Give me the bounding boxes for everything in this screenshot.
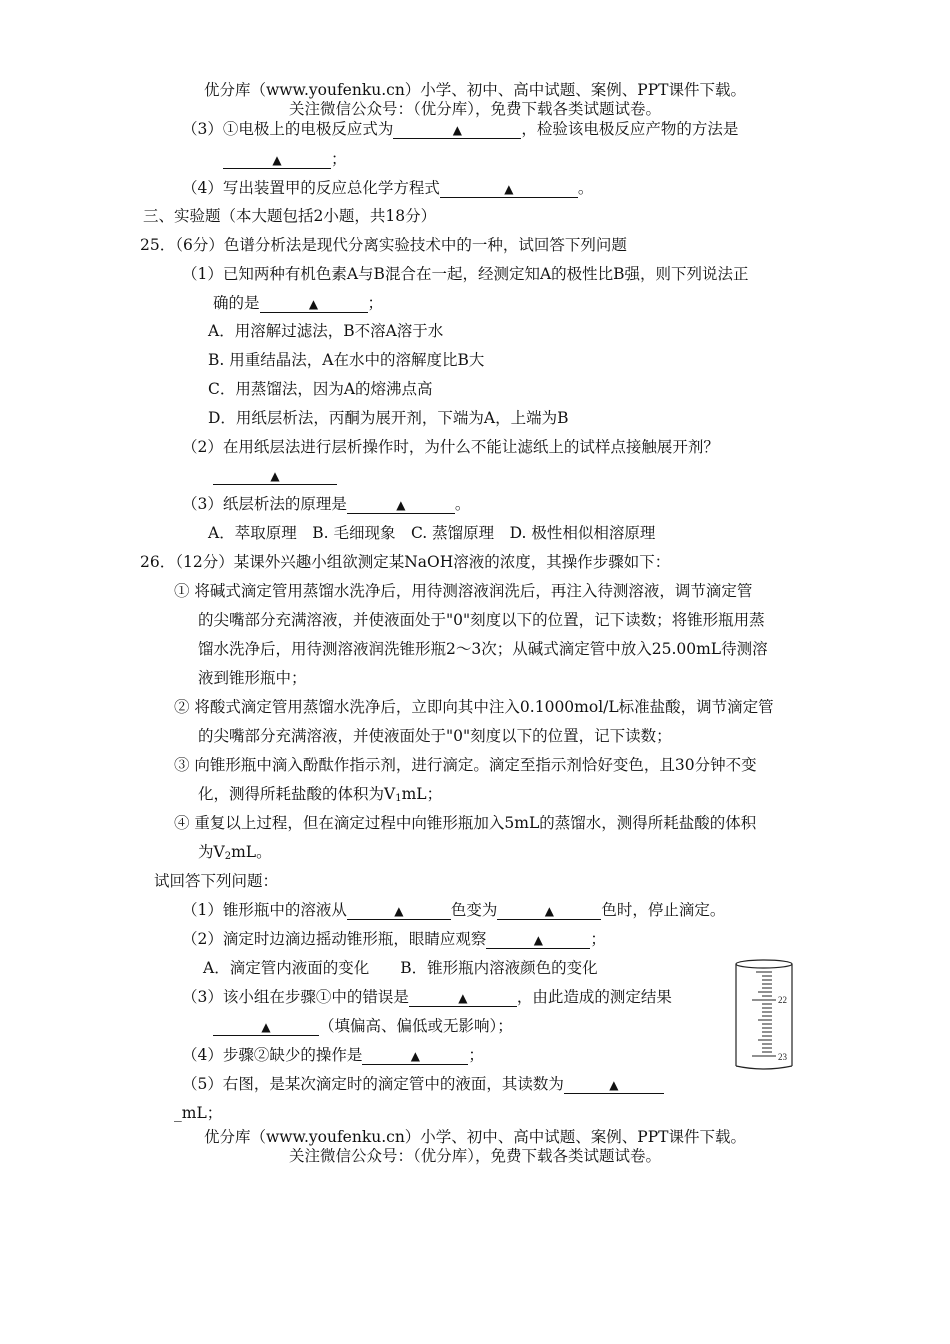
q25-p1: （1）已知两种有机色素A与B混合在一起，经测定知A的极性比B强，则下列说法正 (182, 265, 749, 283)
triangle-icon: ▲ (544, 904, 554, 918)
option-d: D．用纸层析法，丙酮为展开剂，下端为A，上端为B (208, 409, 569, 427)
q25-p1-blank-line: 确的是 ▲ ； (213, 294, 384, 312)
header-line-2: 关注微信公众号：（优分库），免费下载各类试题试卷。 (288, 100, 661, 118)
burette-meniscus-top (736, 960, 792, 968)
q25-stem: 25．（6分）色谱分析法是现代分离实验技术中的一种，试回答下列问题 (140, 236, 627, 254)
answer-blank[interactable] (213, 1018, 319, 1036)
answer-blank[interactable] (213, 467, 337, 485)
answer-blank[interactable] (362, 1047, 468, 1065)
triangle-icon: ▲ (504, 182, 514, 196)
triangle-icon: ▲ (394, 904, 404, 918)
step-4-line-2: 为$V_2mL$。 (198, 843, 272, 862)
q25-p3: （3）纸层析法的原理是 ▲ 。 (182, 495, 471, 513)
triangle-icon: ▲ (452, 123, 462, 137)
triangle-icon: ▲ (410, 1049, 420, 1063)
q4-line: （4）写出装置甲的反应总化学方程式 ▲ 。 (182, 179, 594, 197)
header-line-1: 优分库（www.youfenku.cn）小学、初中、高中试题、案例、PPT课件下载。 (203, 81, 747, 99)
triangle-icon: ▲ (396, 498, 406, 512)
burette-figure (732, 956, 796, 1074)
answer-blank[interactable] (223, 151, 331, 169)
q25-p2-blank-line (213, 465, 337, 485)
triangle-icon: ▲ (533, 933, 543, 947)
q25-p2: （2）在用纸层法进行层析操作时，为什么不能让滤纸上的试样点接触展开剂？ (182, 438, 719, 456)
answer-blank[interactable] (409, 989, 517, 1007)
footer-line-2: 关注微信公众号：（优分库），免费下载各类试题试卷。 (288, 1147, 661, 1165)
step-2-line-1: ② 将酸式滴定管用蒸馏水洗净后，立即向其中注入0.1000mol/L标准盐酸，调节滴定管 (174, 698, 774, 716)
answer-blank[interactable] (486, 931, 590, 949)
footer-line-1: 优分库（www.youfenku.cn）小学、初中、高中试题、案例、PPT课件下载。 (203, 1128, 747, 1146)
section-title: 三、实验题（本大题包括2小题，共18分） (143, 207, 437, 225)
q26-a2-options: A．滴定管内液面的变化 B．锥形瓶内溶液颜色的变化 (203, 959, 598, 977)
answer-blank[interactable] (347, 496, 455, 514)
burette-label-top: 22 (778, 995, 787, 1005)
step-1-line-1: ① 将碱式滴定管用蒸馏水洗净后，用待测溶液润洗后，再注入待测溶液，调节滴定管 (174, 582, 753, 600)
q3-line-2: ▲ ； (223, 149, 347, 169)
answer-blank[interactable] (564, 1076, 664, 1094)
triangle-icon: ▲ (261, 1020, 271, 1034)
q26-stem: 26．（12分）某课外兴趣小组欲测定某NaOH溶液的浓度，其操作步骤如下： (140, 553, 671, 571)
burette-label-bottom: 23 (778, 1052, 787, 1062)
step-4-line-1: ④ 重复以上过程，但在滴定过程中向锥形瓶加入5mL的蒸馏水，测得所耗盐酸的体积 (174, 814, 757, 832)
answer-blank[interactable] (440, 180, 578, 198)
answer-blank[interactable] (347, 902, 451, 920)
step-3-line-1: ③ 向锥形瓶中滴入酚酞作指示剂，进行滴定。滴定至指示剂恰好变色，且30分钟不变 (174, 756, 757, 774)
q26-a3-line-2: ▲ （填偏高、偏低或无影响）； (213, 1016, 513, 1036)
q26-a4: （4）步骤②缺少的操作是 ▲ ； (182, 1046, 484, 1064)
step-1-line-4: 液到锥形瓶中； (198, 669, 307, 687)
triangle-icon: ▲ (270, 469, 280, 483)
step-1-line-2: 的尖嘴部分充满溶液，并使液面处于"0"刻度以下的位置，记下读数；将锥形瓶用蒸 (198, 611, 765, 629)
triangle-icon: ▲ (272, 153, 282, 167)
q26-a1: （1）锥形瓶中的溶液从 ▲ 色变为 ▲ 色时，停止滴定。 (182, 901, 726, 919)
answer-blank[interactable] (260, 295, 368, 313)
triangle-icon: ▲ (458, 991, 468, 1005)
q26-a3: （3）该小组在步骤①中的错误是 ▲ ，由此造成的测定结果 (182, 988, 672, 1006)
q26-a5: （5）右图，是某次滴定时的滴定管中的液面，其读数为 ▲ (182, 1074, 664, 1094)
q26-a2: （2）滴定时边滴边摇动锥形瓶，眼睛应观察 ▲ ； (182, 930, 606, 948)
q26-intro: 试回答下列问题： (154, 872, 279, 890)
burette-bottom-curve (736, 1066, 792, 1069)
q25-p3-options: A．萃取原理 B. 毛细现象 C. 蒸馏原理 D. 极性相似相溶原理 (208, 524, 656, 542)
q3-line: （3）①电极上的电极反应式为 ▲ ，检验该电极反应产物的方法是 (182, 120, 739, 138)
answer-blank[interactable] (393, 121, 521, 139)
step-2-line-2: 的尖嘴部分充满溶液，并使液面处于"0"刻度以下的位置，记下读数； (198, 727, 672, 745)
step-1-line-3: 馏水洗净后，用待测溶液润洗锥形瓶2～3次；从碱式滴定管中放入25.00mL待测溶 (198, 640, 768, 658)
triangle-icon: ▲ (609, 1078, 619, 1092)
option-a: A．用溶解过滤法，B不溶A溶于水 (208, 322, 444, 340)
triangle-icon: ▲ (308, 297, 319, 311)
option-b: B. 用重结晶法，A在水中的溶解度比B大 (208, 351, 485, 369)
burette-scale-ticks (752, 972, 776, 1056)
q26-a5-unit: _mL； (174, 1104, 223, 1122)
answer-blank[interactable] (497, 902, 601, 920)
step-3-line-2: 化，测得所耗盐酸的体积为$V_1mL$； (198, 785, 443, 804)
option-c: C．用蒸馏法，因为A的熔沸点高 (208, 380, 433, 398)
